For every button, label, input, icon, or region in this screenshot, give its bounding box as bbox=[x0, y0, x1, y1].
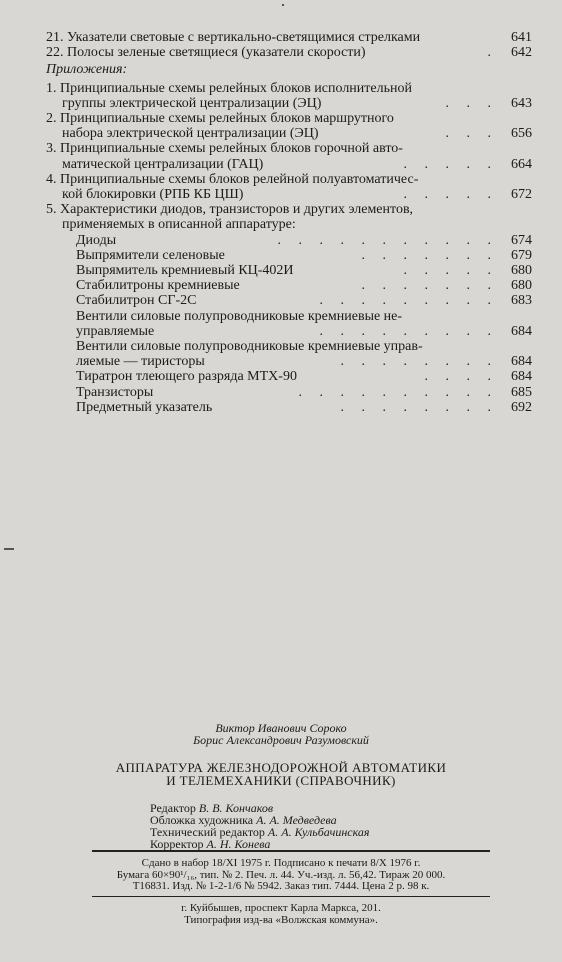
author-name: Виктор Иванович Сороко bbox=[215, 721, 347, 735]
toc-page-number: 684 bbox=[511, 354, 532, 370]
book-title: АППАРАТУРА ЖЕЛЕЗНОДОРОЖНОЙ АВТОМАТИКИ И ТЕЛЕМЕХАНИКИ (СПРАВОЧНИК) bbox=[115, 759, 447, 789]
toc-subentry-multiline: Вентили силовые полупроводниковые кремниевые управ- ляемые — тиристоры . . . . . . . . 684 bbox=[76, 339, 532, 370]
margin-mark bbox=[4, 548, 14, 550]
leader-dots: . . . . . . . bbox=[361, 247, 498, 263]
leader-dots: . . . . . . . . . . . bbox=[277, 232, 498, 248]
toc-page-number: 664 bbox=[511, 156, 532, 172]
appendix-heading: Приложения: bbox=[46, 62, 128, 78]
toc-page-number: 692 bbox=[511, 399, 532, 415]
credit-line: Корректор А. Н. Конева bbox=[150, 837, 271, 852]
imprint-block bbox=[0, 722, 562, 851]
toc-page-number: 679 bbox=[511, 247, 532, 263]
appendix-entry-3: 3. Принципиальные схемы релейных блоков горочной авто- матической централизации (ГАЦ) . . . . . 664 bbox=[46, 141, 532, 172]
leader-dots: . . . . . bbox=[403, 187, 498, 203]
leader-dots: . . . . . bbox=[403, 156, 498, 172]
toc-page-number: 672 bbox=[511, 187, 532, 203]
toc-subentry: Стабилитрон СГ-2С . . . . . . . . . 683 bbox=[76, 293, 532, 309]
appendix-entry-5: 5. Характеристики диодов, транзисторов и других элементов, применяемых в описанной аппаратуре: bbox=[46, 202, 414, 233]
toc-subentry-multiline: Вентили силовые полупроводниковые кремниевые не- управляемые . . . . . . . . . 684 bbox=[76, 308, 532, 339]
toc-subentry: Предметный указатель . . . . . . . . 692 bbox=[76, 399, 532, 415]
leader-dots: . . . . . bbox=[403, 263, 498, 279]
leader-dots: . . . bbox=[445, 126, 498, 142]
leader-dots: . . . bbox=[445, 95, 498, 111]
appendix-entry-2: 2. Принципиальные схемы релейных блоков маршрутного набора электрической централизации (ЭЦ) . . . 656 bbox=[46, 111, 532, 142]
divider-rule bbox=[92, 850, 490, 852]
credit-line: Редактор В. В. Кончаков bbox=[150, 800, 274, 815]
toc-subentry: Тиратрон тлеющего разряда МТХ-90 . . . . 684 bbox=[76, 369, 532, 385]
leader-dots: . . . . . . . . . bbox=[319, 323, 498, 339]
margin-mark bbox=[282, 4, 284, 6]
publication-data: Сдано в набор 18/XI 1975 г. Подписано к печати 8/X 1976 г. Бумага 60×90¹/₁₆, тип. № 2. Печ. л. 44. Уч.-изд. л. 56,42. Тираж 20 000. Т16831. Изд. № 1-2-1/6 № 5942. Заказ тип. 7444. Цена 2 р. 98 к. bbox=[116, 857, 446, 893]
leader-dots: . . . . . . . bbox=[361, 278, 498, 294]
toc-subentry: Выпрямители селеновые . . . . . . . 679 bbox=[76, 247, 532, 263]
toc-subentry: Выпрямитель кремниевый КЦ-402И . . . . . 680 bbox=[76, 263, 532, 279]
toc-page-number: 684 bbox=[511, 323, 532, 339]
toc-page-number: 685 bbox=[511, 384, 532, 400]
toc-subentry: Стабилитроны кремниевые . . . . . . . 680 bbox=[76, 278, 532, 294]
toc-page-number: 683 bbox=[511, 293, 532, 309]
divider-rule bbox=[92, 896, 490, 897]
toc-entry-22: 22. Полосы зеленые светящиеся (указатели скорости) . 642 bbox=[46, 45, 532, 61]
appendix-entry-1: 1. Принципиальные схемы релейных блоков исполнительной группы электрической централизации (ЭЦ) . . . 643 bbox=[46, 80, 532, 111]
toc-subentry: Транзисторы . . . . . . . . . . 685 bbox=[76, 384, 532, 400]
toc-subentry: Диоды . . . . . . . . . . . 674 bbox=[76, 232, 532, 248]
appendix-entry-4: 4. Принципиальные схемы блоков релейной полуавтоматичес- кой блокировки (РПБ КБ ЦШ) . . . . . 672 bbox=[46, 171, 532, 203]
toc-page-number: 642 bbox=[511, 45, 532, 61]
credits-list bbox=[0, 802, 562, 851]
credit-line: Обложка художника А. А. Медведева bbox=[150, 813, 337, 828]
credit-line: Технический редактор А. А. Кульбачинская bbox=[150, 825, 370, 840]
toc-page-number: 656 bbox=[511, 126, 532, 142]
toc-page-number: 643 bbox=[511, 95, 532, 111]
toc-entry-21: 21. Указатели световые с вертикально-светящимися стрелками 641 bbox=[46, 30, 532, 45]
leader-dots: . . . . . . . . bbox=[340, 399, 498, 415]
toc-page-number: 680 bbox=[511, 263, 532, 279]
toc-page-number: 680 bbox=[511, 278, 532, 294]
leader-dots: . bbox=[487, 45, 498, 61]
printer-address: г. Куйбышев, проспект Карла Маркса, 201. Типография изд-ва «Волжская коммуна». bbox=[181, 902, 381, 926]
author-name: Борис Александрович Разумовский bbox=[193, 733, 369, 748]
leader-dots: . . . . . . . . bbox=[340, 354, 498, 370]
toc-page-number: 674 bbox=[511, 232, 532, 248]
toc-page-number: 684 bbox=[511, 369, 532, 385]
toc-page-number: 641 bbox=[511, 30, 532, 45]
leader-dots: . . . . . . . . . bbox=[319, 293, 498, 309]
leader-dots: . . . . . . . . . . bbox=[298, 384, 498, 400]
leader-dots: . . . . bbox=[424, 369, 498, 385]
table-of-contents bbox=[46, 30, 532, 415]
